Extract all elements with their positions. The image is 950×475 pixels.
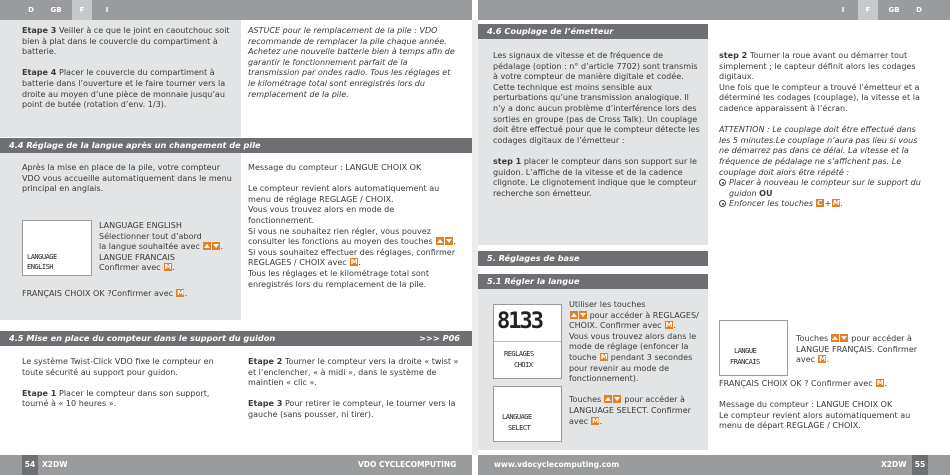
up-key-icon xyxy=(570,311,578,319)
coupling-success: Une fois que le compteur a trouvé l’émetteur et a déterminé les codages (couplage), la vitesse et la cadence apparaissent à l’écran. xyxy=(719,82,920,113)
lcd-line-1: REGLAGES xyxy=(504,350,534,358)
lcd-language-select xyxy=(493,386,562,442)
counter-message: Message du compteur : LANGUE CHOIX OK xyxy=(719,400,893,410)
bullet-1-text: Placer à nouveau le compteur sur le support du guidon xyxy=(729,178,921,198)
lcd-line-2: CHOIX xyxy=(514,361,533,369)
coupling-attention: ATTENTION : Le couplage doit être effectué dans les 5 minutes.Le couplage n’aura pas lieu si vous ne démarrez pas dans ce délai. La vitesse et la fréquence de pédalage ne s’affichent pas. Le couplage doit alors être répété : xyxy=(719,125,918,177)
m-key-icon xyxy=(876,379,884,387)
touches-text: Touches xyxy=(796,334,829,343)
lcd-label-3: la langue souhaitée avec xyxy=(99,242,200,252)
lang-tab-gb[interactable]: GB xyxy=(888,6,900,14)
lang-tab-d[interactable]: D xyxy=(28,6,34,14)
m-key-icon xyxy=(591,417,599,425)
section-4-5-right xyxy=(248,357,463,431)
step4-label: Etape 4 xyxy=(22,68,57,78)
m-key-icon xyxy=(818,355,826,363)
lcd-reglages-choix xyxy=(493,304,562,379)
down-key-icon xyxy=(212,242,220,250)
language-select-text: pour accéder à LANGUAGE SELECT. Confirmer avec xyxy=(569,395,691,426)
down-key-icon xyxy=(579,311,587,319)
plus-sign: + xyxy=(824,199,832,209)
settings-saved-text: Tous les réglages et le kilométrage total sont enregistrés lors du remplacement de la pile. xyxy=(248,268,430,289)
francais-ok-text: FRANÇAIS CHOIX OK ? Confirmer avec xyxy=(719,379,873,388)
lcd-instructions: LANGUAGE ENGLISH Sélectionner tout d’abord la langue souhaitée avec . LANGUE FRANCAIS Confirmer avec M . xyxy=(99,221,239,274)
section-title: 5. Réglages de base xyxy=(487,253,580,263)
step2-text: Tourner le compteur vers la droite « twist » et l’enclencher, « à midi », dans le système de maintien « clic ». xyxy=(248,357,459,388)
step3-label: Etape 3 xyxy=(248,399,283,409)
lang-tab-d[interactable]: D xyxy=(916,6,922,14)
section-4-6-left xyxy=(493,51,701,210)
m-key-icon xyxy=(164,263,172,271)
lcd-language-english xyxy=(22,220,92,276)
lang-tab-f-active[interactable]: F xyxy=(858,0,878,20)
lcd-line-2: FRANCAIS xyxy=(730,358,760,366)
touches-text: Touches xyxy=(569,395,602,405)
step3-text: Pour retirer le compteur, le tourner vers la gauche (sans pousser, ni tirer). xyxy=(248,399,456,419)
lcd-time-display: 8133 xyxy=(497,309,542,334)
page-reference-link[interactable]: >>> P06 xyxy=(419,333,460,343)
section-title: 4.6 Couplage de l’émetteur xyxy=(487,26,614,36)
right-footer xyxy=(478,455,950,475)
lcd-line-2: ENGLISH xyxy=(27,263,54,271)
m-key-icon xyxy=(350,258,358,266)
section-4-5-header xyxy=(0,331,472,346)
coupling-intro: Les signaux de vitesse et de fréquence de pédalage (option : n° d’article 7702) sont transmis à votre compteur de manière digitale et codée. Cette technique est moins sensible aux perturbations qu’une transmission analogique. Il n’y a donc aucun problème d’interférence lors des sorties en groupe (pas de Cross Talk). Un couplage doit être effectué pour que le compteur détecte les codages digitaux de l’émetteur : xyxy=(493,51,700,145)
step1-text: placer le compteur dans son support sur le guidon. L’affiche de la vitesse et de la cadence clignote. Le clignotement indique que le compteur recherche son émetteur. xyxy=(493,156,697,198)
step2-label: step 2 xyxy=(719,51,748,60)
page-number: 55 xyxy=(912,455,928,475)
lcd-label-5: Confirmer avec xyxy=(99,263,161,273)
langue-francais-text: pour accéder à LANGUE FRANÇAIS. Confirmer avec xyxy=(796,334,918,365)
twist-click-intro: Le système Twist-Click VDO fixe le compteur en toute sécurité au support pour guidon. xyxy=(22,357,214,377)
page-number: 54 xyxy=(22,455,38,475)
brand-name: VDO CYCLECOMPUTING xyxy=(358,460,457,469)
up-key-icon xyxy=(604,395,612,403)
section-4-5-left xyxy=(22,357,234,421)
m-key-icon xyxy=(600,353,608,361)
up-key-icon xyxy=(436,237,444,245)
step2-text: Tourner la roue avant ou démarrer tout simplement ; le capteur définit alors les codages digitaux. xyxy=(719,51,916,82)
langue-francais-instructions: Touches pour accéder à LANGUE FRANÇAIS. Confirmer avec M . xyxy=(796,334,931,366)
lcd-divider xyxy=(494,341,561,342)
section-4-4-header xyxy=(0,138,472,153)
website-link[interactable]: www.vdocyclecomputing.com xyxy=(494,460,620,469)
hold-text: pendant 3 secondes pour revenir au mode de fonctionnement). xyxy=(569,352,693,384)
section-4-4-right-col: Message du compteur : LANGUE CHOIX OK Le compteur revient alors automatiquement au menu de réglage REGLAGE / CHOIX. Vous vous trouvez alors en mode de fonctionnement. Si vous ne souhaitez rien régler, vous pouvez consulter les fonctions au moyen des touches . Si vous souhaitez effectuer des réglages, confirmer REGLAGES / CHOIX avec M . Tous les réglages et le kilométrage total sont enregistrés lors du remplacement de la pile. xyxy=(248,163,463,290)
m-key-icon xyxy=(665,321,673,329)
lang-tab-gb[interactable]: GB xyxy=(50,6,62,14)
c-key-icon xyxy=(816,199,824,207)
model-name: X2DW xyxy=(881,460,907,469)
right-language-strip xyxy=(478,0,950,20)
battery-tip: ASTUCE pour le remplacement de la pile : VDO recommande de remplacer la pile chaque année. Achetez une nouvelle batterie bien à temps afin de garantir le fonctionnement parfait de la transmission par ondes radio. Tous les réglages et le kilométrage total sont enregistrés lors du remplacement de la pile. xyxy=(248,26,455,99)
step1-text: Placer le compteur dans son support, tourné à « 10 heures ». xyxy=(22,388,210,409)
section-title: 4.4 Réglage de la langue après un changement de pile xyxy=(9,140,261,150)
bullet-icon xyxy=(719,179,726,186)
down-key-icon xyxy=(445,237,453,245)
lcd-line-1: LANGUAGE xyxy=(27,253,57,261)
settings-confirm-text: Si vous souhaitez effectuer des réglages, confirmer REGLAGES / CHOIX avec xyxy=(248,247,456,268)
return-menu-text: Le compteur revient alors automatiquement au menu de départ REGLAGE / CHOIX. xyxy=(719,410,911,431)
bullet-1-or: OU xyxy=(759,188,773,198)
section-4-6-header xyxy=(478,24,708,39)
francais-ok-text: FRANÇAIS CHOIX OK ?Confirmer avec xyxy=(22,289,174,298)
m-key-icon xyxy=(832,199,840,207)
counter-message: Message du compteur : LANGUE CHOIX OK xyxy=(248,163,422,172)
step1-label: step 1 xyxy=(493,156,522,166)
down-key-icon xyxy=(840,334,848,342)
step3-text: Veiller à ce que le joint en caoutchouc soit bien à plat dans le couvercle du compartiment à batterie. xyxy=(22,26,230,57)
lcd-langue-francais xyxy=(719,320,788,376)
lcd-label-1: LANGUAGE ENGLISH xyxy=(99,221,182,230)
section-4-4-intro: Après la mise en place de la pile, votre compteur VDO vous accueille automatiquement dans le menu principal en anglais. xyxy=(22,163,232,194)
settings-mode-text: Vous vous trouvez alors dans le mode de réglage (enfoncer la touche xyxy=(569,331,697,362)
return-menu-text: Le compteur revient alors automatiquement au menu de réglage REGLAGE / CHOIX. xyxy=(248,184,440,204)
lang-tab-f-active[interactable]: F xyxy=(72,0,92,20)
left-footer xyxy=(0,455,472,475)
lcd-line-2: SELECT xyxy=(508,424,531,432)
section-title: 5.1 Régler la langue xyxy=(487,276,580,286)
left-language-strip xyxy=(0,0,472,20)
lcd-label-2: Sélectionner tout d’abord xyxy=(99,231,202,241)
up-key-icon xyxy=(831,334,839,342)
francais-ok-line: FRANÇAIS CHOIX OK ?Confirmer avec M . xyxy=(22,289,237,300)
lcd-label-4: LANGUE FRANCAIS xyxy=(99,252,175,262)
step4-text: Placer le couvercle du compartiment à batterie dans l’ouverture et le faire tourner vers la droite au moyen d’une pièce de monnaie jusqu’au point de butée (rotation d’env. 1/3). xyxy=(22,68,226,110)
down-key-icon xyxy=(613,395,621,403)
operation-mode-text: Vous vous trouvez alors en mode de fonctionnement. xyxy=(248,205,395,225)
section-5-1-col2: FRANÇAIS CHOIX OK ? Confirmer avec M . Message du compteur : LANGUE CHOIX OK Le compteur revient alors automatiquement au menu de départ REGLAGE / CHOIX. xyxy=(719,379,929,432)
reglages-access-text: pour accéder à REGLAGES/ CHOIX. Confirmer avec xyxy=(569,310,699,331)
section-title: 4.5 Mise en place du compteur dans le support du guidon xyxy=(9,333,276,343)
model-name: X2DW xyxy=(42,460,68,469)
use-keys-text: Utiliser les touches xyxy=(569,300,646,309)
step2-label: Etape 2 xyxy=(248,357,283,366)
m-key-icon xyxy=(176,289,184,297)
step1-label: Etape 1 xyxy=(22,388,57,398)
section-5-header xyxy=(478,251,708,266)
section-4-6-right: step 2 Tourner la roue avant ou démarrer tout simplement ; le capteur définit alors les codages digitaux. Une fois que le compteur a trouvé l’émetteur et a déterminé les codages (couplage), la vitesse et la cadence apparaissent à l’écran. ATTENTION : Le couplage doit être effectué dans les 5 minutes.Le couplage n’aura pas lieu si vous ne démarrez pas dans ce délai. La vitesse et la fréquence de pédalage ne s’affichent pas. Le couplage doit alors être répété : Placer à nouveau le compteur sur le support du guidon OU Enfoncer les touches C +M . xyxy=(719,51,924,210)
bullet-icon xyxy=(719,200,726,207)
section-5-1-header xyxy=(478,274,708,289)
lang-tab-i[interactable]: I xyxy=(105,6,109,14)
section-5-1-col1: Utiliser les touches pour accéder à REGLAGES/ CHOIX. Confirmer avec M . Vous vous trouvez alors dans le mode de réglage (enfoncer la touche M pendant 3 secondes pour revenir au mode de fonctionnement). Touches pour accéder à LANGUAGE SELECT. Confirmer avec M . xyxy=(569,300,704,427)
battery-steps xyxy=(22,26,234,121)
lcd-line-1: LANGUE xyxy=(734,347,757,355)
lcd-line-1: LANGUAGE xyxy=(502,413,532,421)
bullet-2-text: Enfoncer les touches xyxy=(729,199,814,209)
consult-functions-text: Si vous ne souhaitez rien régler, vous pouvez consulter les fonctions au moyen des touches xyxy=(248,226,433,247)
lang-tab-i[interactable]: I xyxy=(841,6,845,14)
up-key-icon xyxy=(203,242,211,250)
step3-label: Etape 3 xyxy=(22,26,57,35)
